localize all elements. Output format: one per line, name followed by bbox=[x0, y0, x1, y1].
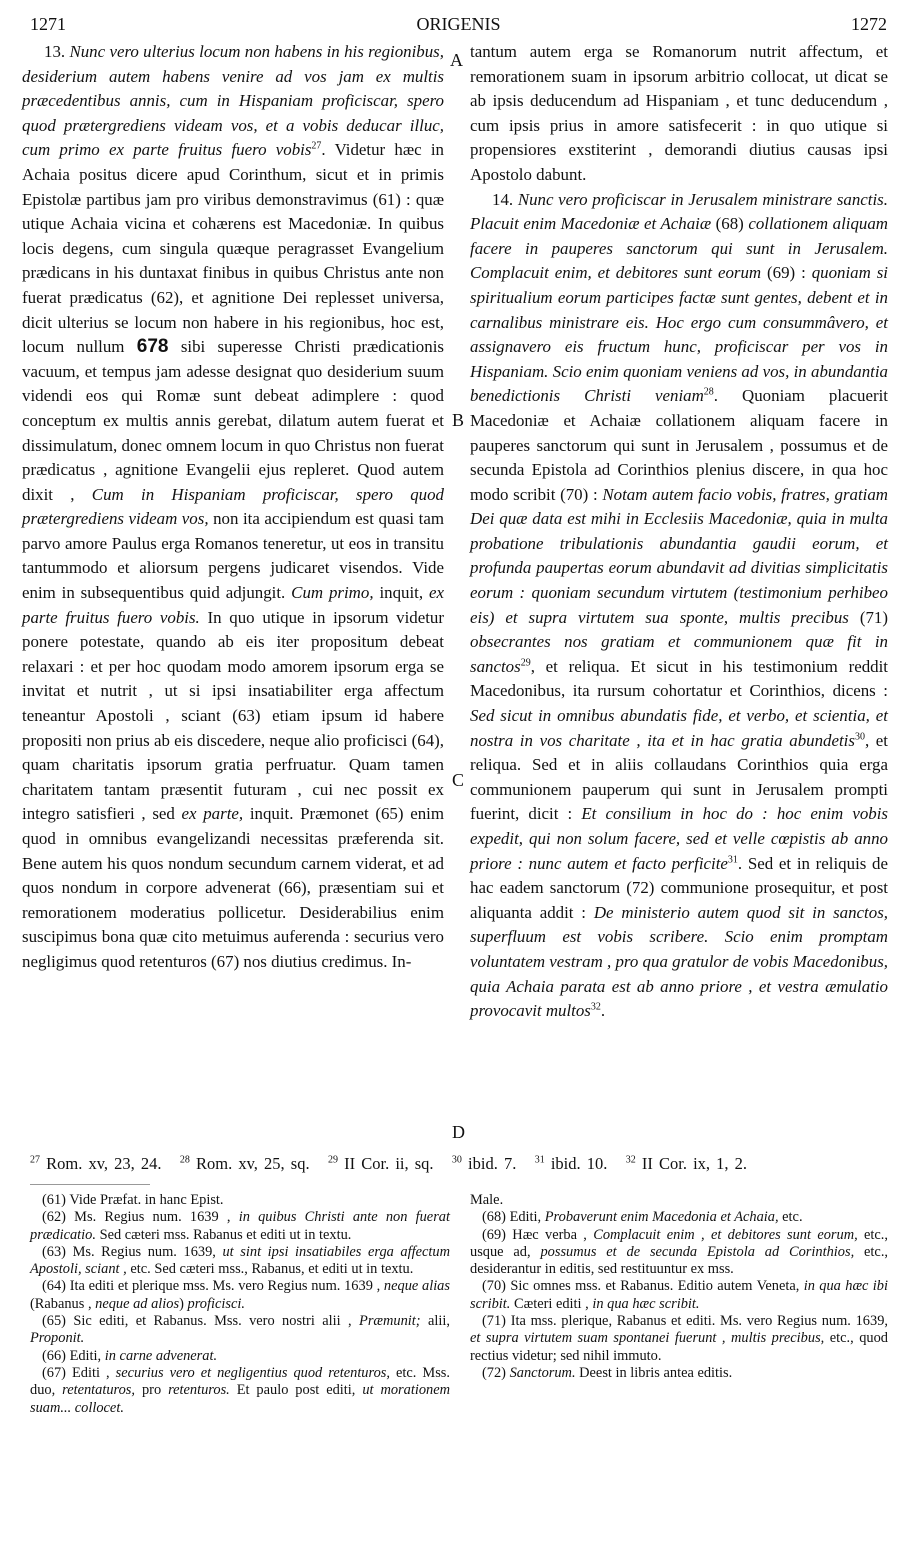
page-header bbox=[30, 14, 887, 40]
note-ref: (68) bbox=[715, 214, 744, 234]
scripture-quote: ex parte, bbox=[181, 804, 244, 824]
ref-number: 29 bbox=[327, 1154, 338, 1166]
right-column-number: 1272 bbox=[851, 14, 887, 34]
ref-text: II Cor. ix, 1, 2. bbox=[641, 1154, 748, 1173]
note-ref: (71) bbox=[859, 607, 888, 627]
ref-text: II Cor. ii, sq. bbox=[344, 1154, 434, 1173]
paragraph-13 bbox=[22, 40, 444, 975]
scripture-quote: Nunc vero proficiscar in Jerusalem ministrare sanctis. Placuit enim Macedoniæ et Achaiæ bbox=[470, 189, 888, 234]
note-72: (72) Sanctorum. Deest in libris antea editis. bbox=[482, 1364, 733, 1381]
scripture-quote: Sed sicut in omnibus abundatis fide, et verbo, et scientia, et nostra in vos charitate , ita et in hac gratia abundetis bbox=[470, 706, 888, 750]
editorial-notes-left bbox=[30, 1192, 450, 1417]
note-67-continued: Male. bbox=[470, 1192, 504, 1208]
page-number-marker: 678 bbox=[136, 336, 169, 358]
margin-marker-a: A bbox=[450, 50, 463, 70]
ref-text: Rom. xv, 23, 24. bbox=[46, 1154, 162, 1173]
note-65: (65) Sic editi, et Rabanus. Mss. vero nostri alii , Præmunit; alii, Proponit. bbox=[30, 1313, 450, 1347]
footnote-ref: 28 bbox=[703, 386, 714, 398]
commentary-text: sibi superesse Christi prædicationis vacuum, et tempus jam adesse designat quo desiderium suum videndi eos qui Romæ sunt debeat adimplere : quod conceptum ex multis annis gerebat, dilatum autem fuerat et dissimulatum, donec omnem locum in quo Christus non fuerat prædicatus , agnitione Evangelii ejus repleret. Quod autem dixit , bbox=[22, 337, 444, 504]
commentary-text: . Videtur hæc in Achaia positus dicere apud Corinthum, sicut et in primis Epistolæ partibus jam pro viribus demonstravimus (61) : quæ utique Achaia vicina et cohærens est Macedoniæ. In quibus locis degens, cum singula quæque peragrasset Evangelium prædicans in his duntaxat finibus in quibus Christus ante non fuerat prædicatus (62), et agnitione Dei replesset universa, dicit ulterius se locum non habere in his regionibus, hoc est, locum nullum bbox=[22, 140, 445, 357]
note-66: (66) Editi, in carne advenerat. bbox=[42, 1347, 218, 1364]
left-column-text bbox=[22, 40, 444, 975]
note-70: (70) Sic omnes mss. et Rabanus. Editio autem Veneta, in qua hæc ibi scribit. Cæteri editi , in qua hæc scribit. bbox=[470, 1278, 889, 1312]
note-62: (62) Ms. Regius num. 1639 , in quibus Christi ante non fuerat prædicatio. Sed cæteri mss. Rabanus et editi ut in textu. bbox=[30, 1209, 450, 1243]
ref-text: Rom. xv, 25, sq. bbox=[196, 1154, 310, 1173]
ref-text: ibid. 10. bbox=[550, 1154, 608, 1173]
running-title: ORIGENIS bbox=[416, 14, 501, 34]
scripture-quote: Notam autem facio vobis, fratres, gratiam Dei quæ data est mihi in Ecclesiis Macedoniæ, quia in multa probatione tribulationis abundantia gaudii eorum, et profunda paupertas eorum abundavit ad divitias simplicitatis eorum : quoniam secundum virtutem (testimonium perhibeo eis) et supra virtutem sua sponte, multis precibus bbox=[470, 484, 888, 627]
commentary-text: , et reliqua. Sed et in aliis collaudans Corinthios quia erga communionem pauperum qui sunt in Jerusalem prompti fuerint, dicit : bbox=[470, 730, 888, 824]
footnote-ref: 32 bbox=[590, 1001, 601, 1013]
commentary-text: . Quoniam placuerit Macedoniæ et Achaiæ collationem aliquam facere in pauperes sanctorum qui sunt in Jerusalem , possumus et de secunda Epistola ad Corinthios plenius discere, in qua hoc modo scribit (70) : bbox=[470, 386, 888, 504]
footnote-ref: 29 bbox=[520, 657, 531, 669]
margin-marker-b: B bbox=[452, 410, 465, 430]
ref-text: ibid. 7. bbox=[468, 1154, 517, 1173]
footnote-ref: 30 bbox=[854, 731, 865, 742]
commentary-text: . bbox=[600, 1001, 606, 1021]
footnote-divider bbox=[30, 1184, 150, 1185]
scripture-quote: De ministerio autem quod sit in sanctos, superfluum est vobis scribere. Scio enim promptam voluntatem vestram , pro qua gratulor de vobis Macedonibus, quia Achaia parata est ab anno priore , et vestra æmulatio provocavit multos bbox=[470, 902, 888, 1021]
paragraph-continued: tantum autem erga se Romanorum nutrit affectum, et remorationem suam in ipsorum arbitrio collocat, ut dicat se ab ipsis deducendum ad Hispaniam , et tunc deducendum , cum ipsis prius in amore satisfecerit : in quo utique si propensiores exstiterint , demorandi diutius causas ipsi Apostolo dabunt. bbox=[470, 42, 888, 184]
ref-number: 27 bbox=[30, 1154, 40, 1166]
editorial-notes-right bbox=[470, 1192, 888, 1382]
verse-number: 14. bbox=[492, 189, 514, 209]
note-69: (69) Hæc verba , Complacuit enim , et debitores sunt eorum, etc., usque ad, possumus et de secunda Epistola ad Corinthios, etc., desiderantur in editis, sed restituuntur ex mss. bbox=[470, 1226, 889, 1278]
margin-marker-c: C bbox=[452, 770, 465, 790]
note-ref: (69) : bbox=[767, 263, 806, 283]
commentary-text: , et reliqua. Et sicut in his testimonium reddit Macedonibus, ita rursum cohortatur et Corinthios, dicens : bbox=[470, 656, 888, 701]
ref-number: 28 bbox=[179, 1154, 190, 1166]
scripture-quote: Cum in Hispaniam proficiscar, spero quod prætergrediens videam vos, bbox=[22, 484, 444, 529]
left-column-number: 1271 bbox=[30, 14, 66, 34]
commentary-text: inquit. Præmonet (65) enim quod in omnibus evangelizandi necessitas præferenda sit. Bene autem his quos nondum secundum carnem viderat, et ad quos nondum in corpore advenerat (66), præsentiam sui et remorationem moderatius pollicetur. Desiderabilius enim suscipimus bona quæ cito metuimus auferenda : securius vero negligimus quod retenturos (67) nos diutius credimus. In- bbox=[22, 804, 444, 971]
commentary-text: In quo utique in ipsorum videtur ponere potestate, quando ab eis iter propositum debeat relaxari : et per hoc quodam modo amorem ipsorum erga se invitat et nutrit , ut si ipsi insatiabiliter erga affectum teneantur Apostoli , sciant (63) etiam ipsum id habere propositi non prius ab eis discedere, neque alio proficisci (64), quam charitatis ipsorum gratia perfruatur. Quam tamen charitatem tantam præsentit futuram , cui nec possit ex integro satisfieri , sed bbox=[22, 607, 445, 824]
scripture-references bbox=[30, 1154, 900, 1174]
scripture-quote: obsecrantes nos gratiam et communionem quæ fit in sanctos bbox=[470, 632, 888, 676]
note-64: (64) Ita editi et plerique mss. Ms. vero Regius num. 1639 , neque alias (Rabanus , neque ad alios) proficisci. bbox=[30, 1278, 450, 1312]
verse-number: 13. bbox=[44, 42, 66, 61]
scripture-quote: quoniam si spiritualium eorum participes factæ sunt gentes, debent et in carnalibus ministrare eis. Hoc ergo cum consummâvero, et assignavero eis fructum hunc, proficiscar per vos in Hispaniam. Scio enim quoniam veniens ad vos, in abundantia benedictionis Christi veniam bbox=[470, 263, 888, 406]
note-67: (67) Editi , securius vero et negligentius quod retenturos, etc. Mss. duo, retentaturos, pro retenturos. Et paulo post editi, ut morationem suam... collocet. bbox=[30, 1364, 451, 1416]
right-column-text bbox=[470, 40, 888, 1024]
scripture-quote: Nunc vero ulterius locum non habens in his regionibus, desiderium autem habens venire ad vos jam ex multis præcedentibus annis, cum in Hispaniam proficiscar, spero quod prætergrediens videam vos, et a vobis deducar illuc, cum primo ex parte fruitus fuero vobis bbox=[22, 42, 444, 160]
paragraph-14 bbox=[470, 188, 888, 1024]
scripture-quote: ex parte fruitus fuero vobis. bbox=[22, 583, 444, 627]
note-71: (71) Ita mss. plerique, Rabanus et editi. Ms. vero Regius num. 1639, et supra virtutem suam spontanei fuerunt , multis precibus, etc., quod rectius videtur; sed nihil immuto. bbox=[470, 1313, 888, 1364]
scripture-quote: collationem aliquam facere in pauperes sanctorum qui sunt in Jerusalem. Complacuit enim, et debitores sunt eorum bbox=[470, 214, 888, 283]
ref-number: 32 bbox=[625, 1154, 636, 1166]
note-61: (61) Vide Præfat. in hanc Epist. bbox=[42, 1192, 224, 1208]
scripture-quote: Cum primo, bbox=[291, 583, 374, 603]
margin-marker-d: D bbox=[452, 1122, 465, 1142]
ref-number: 30 bbox=[451, 1154, 462, 1166]
commentary-text: inquit, bbox=[379, 583, 424, 603]
note-68: (68) Editi, Probaverunt enim Macedonia et Achaia, etc. bbox=[482, 1209, 803, 1226]
note-63: (63) Ms. Regius num. 1639, ut sint ipsi insatiabiles erga affectum Apostoli, sciant , etc. Sed cæteri mss., Rabanus, et editi ut in textu. bbox=[30, 1243, 450, 1278]
commentary-text: . Sed et in reliquis de hac eadem sanctorum (72) communione prosequitur, et post aliquanta addit : bbox=[470, 853, 888, 922]
footnote-ref: 27 bbox=[311, 140, 322, 152]
ref-number: 31 bbox=[534, 1154, 545, 1166]
scripture-quote: Et consilium in hoc do : hoc enim vobis expedit, qui non solum facere, sed et velle cœpistis ab anno priore : nunc autem et facto perficite bbox=[470, 804, 888, 873]
footnote-ref: 31 bbox=[727, 853, 738, 865]
commentary-text: non ita accipiendum est quasi tam parvo amore Paulus erga Romanos teneretur, ut eos in transitu tantummodo et aliorsum pergens judicaret visendos. Vide enim in subsequentibus quid adjungit. bbox=[22, 509, 444, 603]
